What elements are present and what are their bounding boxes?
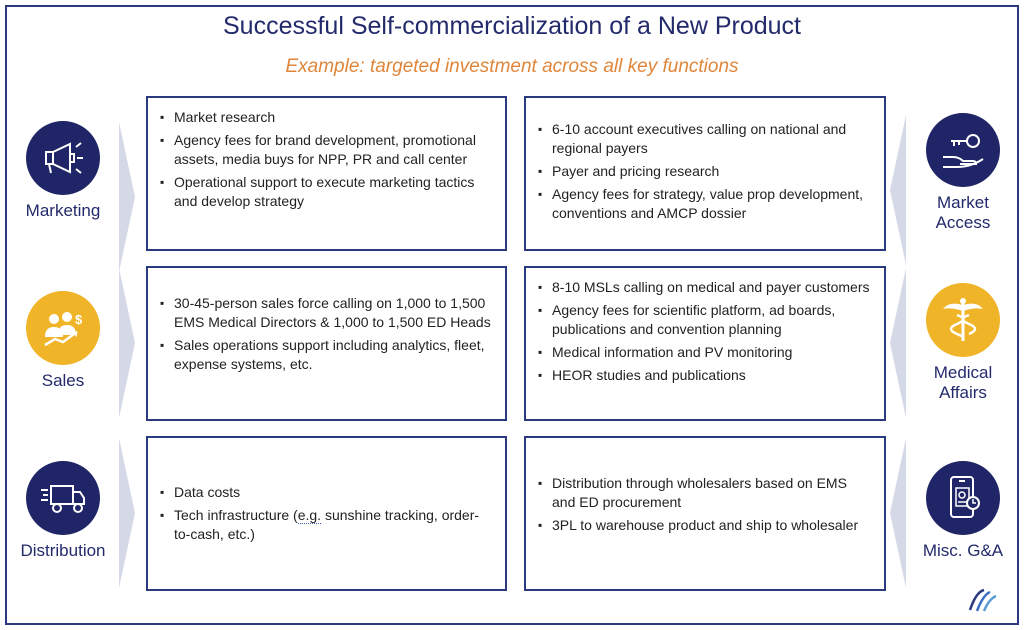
function-label: Market Access	[935, 193, 991, 232]
list-item: ▪ Operational support to execute marketing tactics and develop strategy	[160, 173, 493, 211]
marketing-box	[146, 96, 507, 251]
list-item: ▪ Sales operations support including analytics, fleet, expense systems, etc.	[160, 336, 493, 374]
function-market-access	[903, 113, 1023, 233]
function-misc-ga	[903, 461, 1023, 561]
slide-subtitle: Example: targeted investment across all key functions	[285, 56, 739, 77]
slide-title: Successful Self-commercialization of a New Product	[222, 12, 801, 40]
function-marketing	[3, 121, 123, 221]
function-label: Marketing	[25, 201, 101, 220]
caduceus-icon	[926, 283, 1000, 357]
key-hand-icon	[926, 113, 1000, 187]
svg-text:$: $	[75, 312, 83, 327]
list-item: ▪ Medical information and PV monitoring	[538, 343, 872, 362]
list-item: ▪ 3PL to warehouse product and ship to wholesaler	[538, 516, 872, 535]
function-distribution	[3, 461, 123, 561]
list-item: ▪ Agency fees for scientific platform, ad boards, publications and convention planning	[538, 301, 872, 339]
function-label: Distribution	[20, 541, 106, 560]
list-item: ▪ 8-10 MSLs calling on medical and payer customers	[538, 278, 872, 297]
list-item: ▪ Data costs	[160, 483, 493, 502]
list-item: ▪ HEOR studies and publications	[538, 366, 872, 385]
list-item: ▪ Market research	[160, 108, 493, 127]
function-sales	[3, 291, 123, 391]
distribution-box	[146, 436, 507, 591]
function-medical-affairs	[903, 283, 1023, 403]
list-item: ▪ Payer and pricing research	[538, 162, 872, 181]
company-logo	[966, 586, 1000, 614]
function-label: Misc. G&A	[922, 541, 1004, 560]
list-item: ▪ Distribution through wholesalers based on EMS and ED procurement	[538, 474, 872, 512]
megaphone-icon	[26, 121, 100, 195]
list-item: ▪ 30-45-person sales force calling on 1,000 to 1,500 EMS Medical Directors & 1,000 to 1,500 ED Heads	[160, 294, 493, 332]
list-item: ▪ Tech infrastructure (e.g. sunshine tracking, order-to-cash, etc.)	[160, 506, 493, 544]
list-item: ▪ Agency fees for brand development, promotional assets, media buys for NPP, PR and call center	[160, 131, 493, 169]
truck-icon	[26, 461, 100, 535]
market-access-box	[524, 96, 886, 251]
phone-document-icon	[926, 461, 1000, 535]
list-item: ▪ 6-10 account executives calling on national and regional payers	[538, 120, 872, 158]
misc-box	[524, 436, 886, 591]
eg-link[interactable]: e.g.	[297, 507, 322, 523]
function-label: Sales	[41, 371, 85, 390]
medical-affairs-box	[524, 266, 886, 421]
people-growth-icon	[26, 291, 100, 365]
function-label: Medical Affairs	[933, 363, 993, 402]
sales-box	[146, 266, 507, 421]
list-item: ▪ Agency fees for strategy, value prop development, conventions and AMCP dossier	[538, 185, 872, 223]
